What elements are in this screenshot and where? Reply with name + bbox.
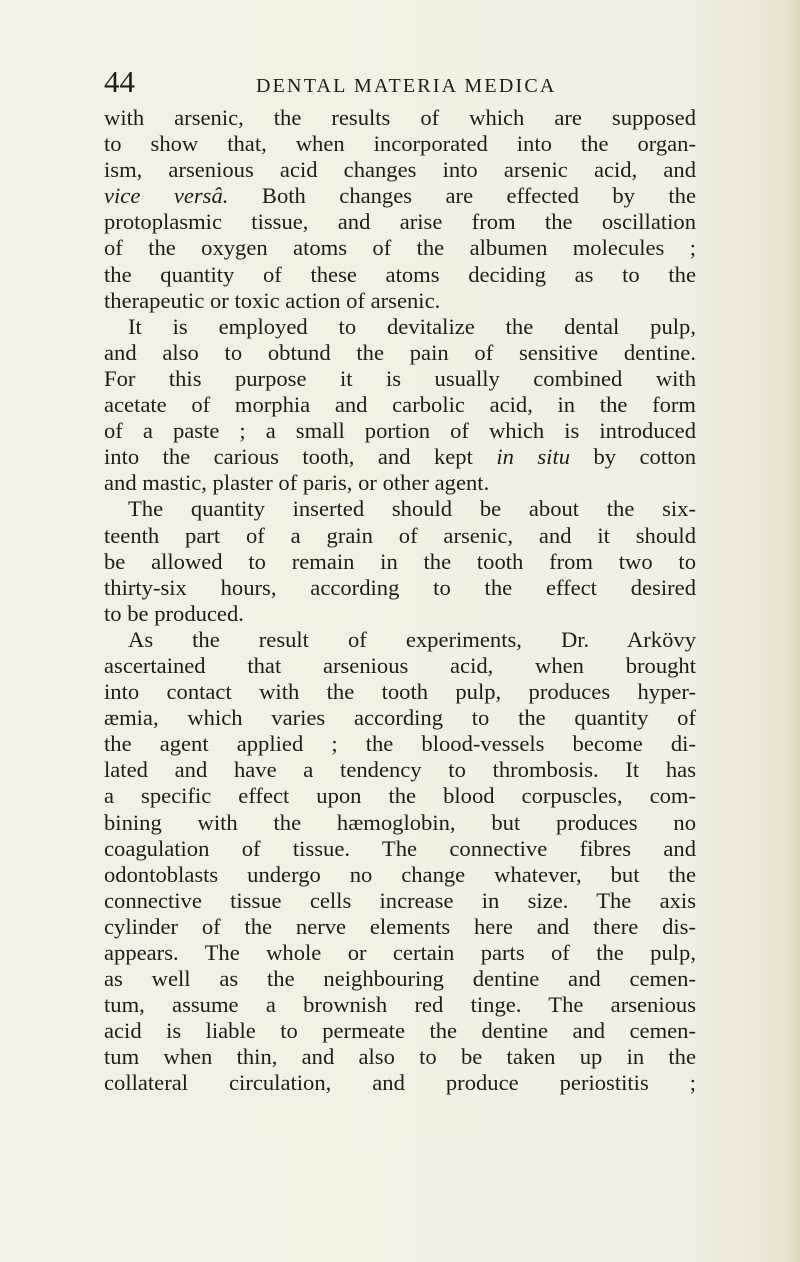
- text-line: as well as the neighbouring dentine and cemen-: [104, 966, 696, 992]
- text-line: and mastic, plaster of paris, or other agent.: [104, 470, 490, 496]
- text-line: into contact with the tooth pulp, produces hyper-: [104, 679, 696, 705]
- text-line: be allowed to remain in the tooth from two to: [104, 548, 696, 574]
- text-line: a specific effect upon the blood corpuscles, com-: [104, 783, 696, 809]
- text-line: and also to obtund the pain of sensitive dentine.: [104, 339, 696, 365]
- text-line: lated and have a tendency to thrombosis. It has: [104, 757, 696, 783]
- text-line: [104, 444, 696, 470]
- text-line: coagulation of tissue. The connective fibres and: [104, 835, 696, 861]
- text-line: of the oxygen atoms of the albumen molecules ;: [104, 235, 696, 261]
- text-line: [104, 183, 696, 209]
- italic-phrase: vice versâ.: [104, 183, 229, 209]
- text-line: As the result of experiments, Dr. Arkövy: [128, 626, 696, 652]
- text-line: teenth part of a grain of arsenic, and it should: [104, 522, 696, 548]
- text-line: to be produced.: [104, 600, 244, 626]
- text-line: therapeutic or toxic action of arsenic.: [104, 287, 441, 313]
- text-line: to show that, when incorporated into the organ-: [104, 131, 696, 157]
- text-line: cylinder of the nerve elements here and there dis-: [104, 913, 696, 939]
- text-line: connective tissue cells increase in size. The axis: [104, 887, 696, 913]
- text-line: the quantity of these atoms deciding as to the: [104, 261, 696, 287]
- text-line: tum when thin, and also to be taken up in the: [104, 1044, 696, 1070]
- text-line: tum, assume a brownish red tinge. The arsenious: [104, 992, 696, 1018]
- text-line: protoplasmic tissue, and arise from the oscillation: [104, 209, 696, 235]
- text-line: acetate of morphia and carbolic acid, in the form: [104, 392, 696, 418]
- text-line-segment: Both changes are effected by the: [228, 183, 696, 209]
- page-edge-shadow: [786, 0, 800, 1262]
- body-text: [104, 105, 696, 1097]
- text-line: odontoblasts undergo no change whatever, but the: [104, 861, 696, 887]
- page-number: 44: [104, 64, 135, 99]
- text-line: acid is liable to permeate the dentine and cemen-: [104, 1018, 696, 1044]
- text-line-segment: by cotton: [570, 444, 697, 470]
- page-header: [104, 66, 694, 106]
- text-line: appears. The whole or certain parts of the pulp,: [104, 940, 696, 965]
- text-line-segment: into the carious tooth, and kept: [104, 444, 497, 470]
- text-line: æmia, which varies according to the quantity of: [104, 705, 696, 731]
- text-line: with arsenic, the results of which are supposed: [104, 105, 696, 130]
- text-line: It is employed to devitalize the dental pulp,: [128, 313, 696, 339]
- text-line: For this purpose it is usually combined with: [104, 365, 696, 391]
- text-line: collateral circulation, and produce periostitis ;: [104, 1070, 696, 1096]
- text-line: of a paste ; a small portion of which is introduced: [104, 418, 696, 444]
- text-line: the agent applied ; the blood-vessels become di-: [104, 731, 696, 757]
- italic-phrase: in situ: [496, 444, 571, 470]
- text-line: ascertained that arsenious acid, when brought: [104, 652, 696, 678]
- text-line: The quantity inserted should be about the six-: [128, 496, 696, 522]
- text-line: ism, arsenious acid changes into arsenic acid, and: [104, 157, 696, 183]
- text-line: bining with the hæmoglobin, but produces no: [104, 809, 696, 835]
- text-line: thirty-six hours, according to the effect desired: [104, 574, 696, 600]
- running-head: DENTAL MATERIA MEDICA: [256, 75, 557, 97]
